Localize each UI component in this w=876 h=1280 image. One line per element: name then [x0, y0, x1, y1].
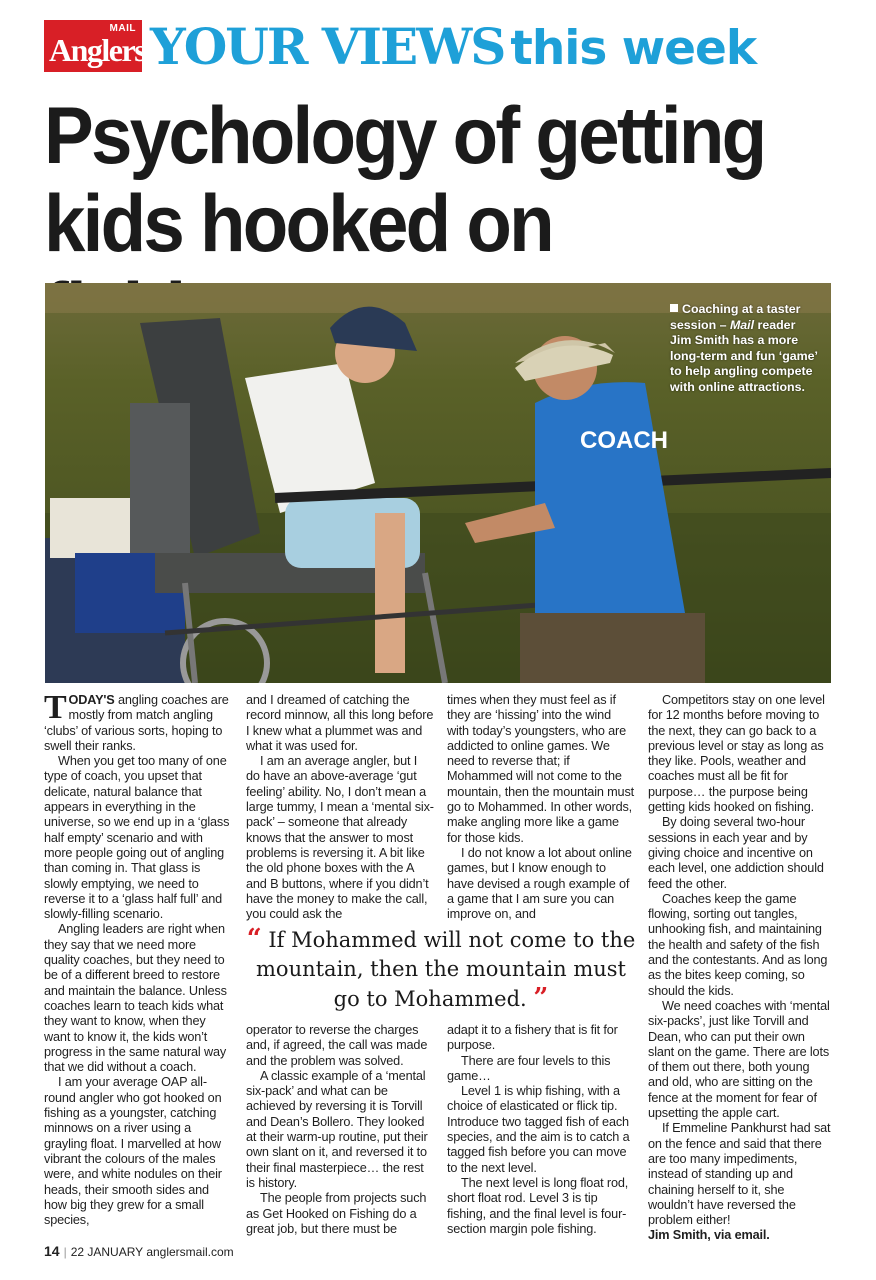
pull-quote-text: If Mohammed will not come to the mountain, then the mountain must go to Mohammed. — [256, 928, 636, 1011]
article-paragraph: A classic example of a ‘mental six-pack’ and what can be achieved by reversing it is Torvill and Dean’s Bollero. They looked at their warm-up routine, put their own slant on it, and reversed it to their final masterpiece… the rest is history. — [246, 1068, 428, 1190]
caption-italic: Mail — [729, 317, 755, 332]
drop-cap: T — [44, 689, 67, 726]
issue-date: 22 JANUARY — [70, 1245, 143, 1259]
article-paragraph: We need coaches with ‘mental six-packs’, just like Torvill and Dean, who can put their own slant on the game. There are lots of them out there, both young and old, who are sitting on the fence at the moment for fear of upsetting the apple cart. — [648, 998, 830, 1121]
logo-name-text: Anglers — [49, 32, 146, 68]
article-paragraph: operator to reverse the charges and, if agreed, the call was made and the problem was solved. — [246, 1023, 428, 1068]
caption-square-icon — [670, 304, 678, 312]
section-title-this-week: this week — [510, 21, 757, 76]
article-paragraph: The people from projects such as Get Hooked on Fishing do a great job, but there must be — [246, 1191, 427, 1236]
page-number: 14 — [44, 1243, 60, 1259]
photo-caption — [670, 302, 820, 396]
article-column-2-top — [246, 693, 434, 922]
page-footer — [44, 1243, 234, 1259]
article-paragraph: Angling leaders are right when they say that we need more quality coaches, but they need to be of a different breed to restore and maintain the balance. Unless coaches learn to teach kids what they want to know, when they want to know it, the kids won’t progress in the same natural way that we did without a coach. — [44, 922, 227, 1075]
headline-line-2: kids hooked on — [44, 179, 552, 269]
website-url: anglersmail.com — [146, 1245, 234, 1259]
anglers-mail-logo — [44, 20, 146, 72]
article-paragraph: and I dreamed of catching the record minnow, all this long before I knew what a plummet was and what it was used for. — [246, 693, 434, 753]
article-paragraph: I am an average angler, but I do have an above-average ‘gut feeling’ ability. No, I don’t mean a large tummy, I mean a ‘mental six-pack’ – someone that already knows that the answer to most problems is reversing it. A bit like the old phone boxes with the A and B buttons, where if you didn’t have the money to make the call, you could ask the — [246, 754, 434, 922]
article-column-3-top — [447, 693, 635, 922]
caption-part-2: reader Jim Smith has a more long-term and fun ‘game’ to help angling compete with online attractions. — [670, 317, 818, 394]
paragraph-text: angling coaches are mostly from match angling ‘clubs’ of various sorts, hoping to swell their ranks. — [44, 693, 229, 753]
article-paragraph: times when they must feel as if they are ‘hissing’ into the wind with today’s youngsters, who are addicted to online games. We need to reverse that; if Mohammed will not come to the mountain, then the mountain must go to Mohammed. In other words, make angling more like a game for those kids. — [447, 693, 635, 845]
pull-quote — [246, 925, 636, 1014]
article-paragraph: When you get too many of one type of coach, you upset that delicate, natural balance that appears in everything in the universe, so we end up in a ‘glass half empty’ scenario and with more people going out of angling than coming in. That glass is slowly emptying, we need to reverse it to a ‘glass half full’ and slowly-filling scenario. — [44, 754, 230, 922]
author-signature: Jim Smith, via email. — [648, 1228, 770, 1243]
caption-part-1: Coaching at a taster session – — [670, 302, 801, 332]
article-paragraph: adapt it to a fishery that is fit for purpose. — [447, 1023, 618, 1053]
article-paragraph: Coaches keep the game flowing, sorting out tangles, unhooking fish, and maintaining the health and safety of the fish and the contestants. And as long as the bites keep coming, so should the kids. — [648, 891, 828, 998]
article-column-3-bottom — [447, 1023, 635, 1237]
article-paragraph: I am your average OAP all-round angler who got hooked on fishing as a youngster, catching minnows on a river using a grayling float. I marvelled at how vibrant the colours of the males were, and white nodules on their heads, their smooth sides and how big they grew for a small species, — [44, 1075, 222, 1228]
article-paragraph: Competitors stay on one level for 12 months before moving to the next, they can go back to a previous level or stay as long as they like. Pools, weather and coaches must all be fit for purpose… the purpose being getting kids hooked on fishing. — [648, 693, 825, 815]
lead-word: ODAY'S — [68, 693, 115, 707]
article-paragraph — [44, 689, 232, 754]
headline-line-1: Psychology of getting — [44, 91, 765, 181]
article-column-2-bottom — [246, 1023, 434, 1237]
article-paragraph: There are four levels to this game… — [447, 1053, 611, 1083]
section-title-your-views: YOUR VIEWS — [150, 17, 505, 76]
logo-mail-text: MAIL — [109, 23, 136, 34]
section-title — [150, 16, 756, 78]
footer-separator: | — [63, 1245, 67, 1259]
article-paragraph: I do not know a lot about online games, but I know enough to have devised a rough example of a game that I am sure you can improve on, and — [447, 845, 632, 922]
article-paragraph: By doing several two-hour sessions in each year and by giving choice and incentive on each level, one addiction should feed the other. — [648, 815, 824, 891]
article-column-4 — [648, 693, 832, 1244]
article-paragraph: Level 1 is whip fishing, with a choice of elasticated or flick tip. Introduce two tagged fish of each species, and the aim is to catch a tagged fish before you can move to the next level. — [447, 1084, 630, 1175]
article-paragraph: If Emmeline Pankhurst had sat on the fence and said that there are too many impediments, instead of standing up and chaining herself to it, she wouldn’t have reversed the problem either! — [648, 1121, 831, 1228]
article-column-1 — [44, 689, 232, 1228]
article-paragraph: The next level is long float rod, short float rod. Level 3 is tip fishing, and the final level is four-section margin pole fishing. — [447, 1175, 629, 1236]
close-quote-mark: ” — [533, 983, 549, 1013]
open-quote-mark: “ — [246, 924, 262, 954]
coach-shirt-text: COACH — [580, 427, 668, 454]
